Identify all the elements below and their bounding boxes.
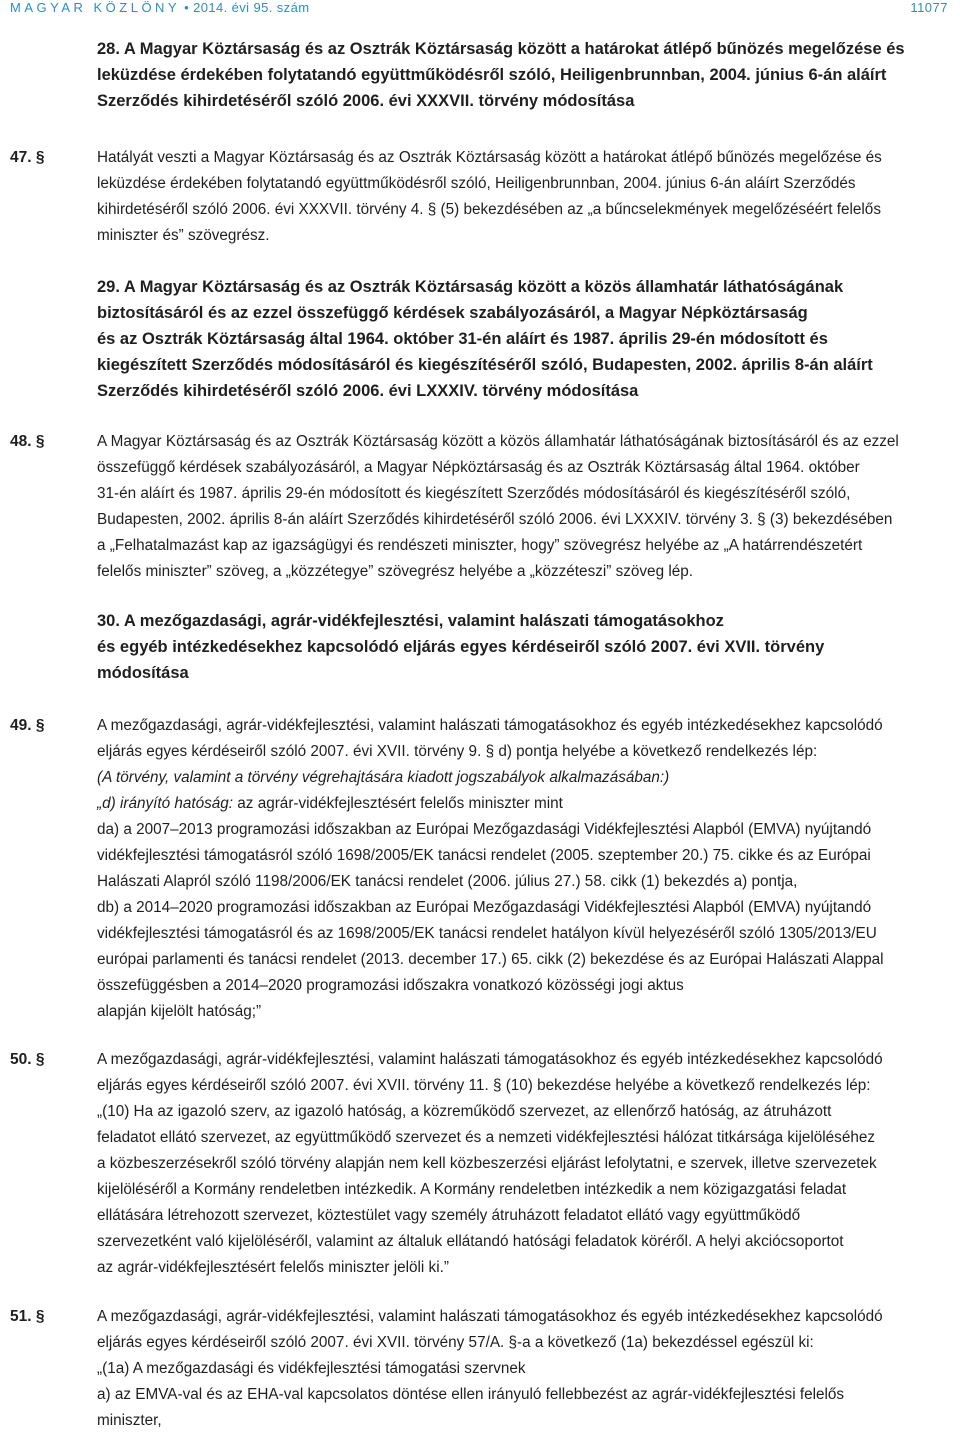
text-line: feladatot ellátó szervezet, az együttműködő szervezet és a nemzeti vidékfejlesztési hálózat titkársága kijelöléséhez <box>97 1129 875 1146</box>
heading-line: Szerződés kihirdetéséről szóló 2006. évi LXXXIV. törvény módosítása <box>97 382 639 400</box>
page-header <box>10 0 948 20</box>
text-line: a „Felhatalmazást kap az igazságügyi és rendészeti miniszter, hogy” szövegrész helyébe az „A határrendészetért <box>97 537 863 554</box>
definition-text: az agrár-vidékfejlesztésért felelős miniszter mint <box>233 795 563 812</box>
definition-term: „d) irányító hatóság: <box>97 795 234 812</box>
text-line: leküzdése érdekében folytatandó együttműködésről szóló, Heiligenbrunnban, 2004. június 6-án aláírt Szerződés <box>97 175 856 192</box>
text-line: vidékfejlesztési támogatásról és az 1698/2005/EK tanácsi rendelet hatályon kívül helyezéséről szóló 1305/2013/EU <box>97 925 877 942</box>
heading-line: 29. A Magyar Köztársaság és az Osztrák Köztársaság között a közös államhatár láthatóságának <box>97 278 844 296</box>
text-line: szervezetként való kijelöléséről, valamint az általuk ellátandó hatósági feladatok köréről. A helyi akciócsoportot <box>97 1233 844 1250</box>
heading-line: Szerződés kihirdetéséről szóló 2006. évi XXXVII. törvény módosítása <box>97 92 635 110</box>
text-line: kijelöléséről a Kormány rendeletben intézkedik. A Kormány rendeletben intézkedik a nem közigazgatási feladat <box>97 1181 847 1198</box>
heading-line: és egyéb intézkedésekhez kapcsolódó eljárás egyes kérdéseiről szóló 2007. évi XVII. törvény <box>97 638 825 656</box>
text-line: kihirdetéséről szóló 2006. évi XXXVII. törvény 4. § (5) bekezdésében az „a bűncselekmények megelőzéséért felelős <box>97 201 881 218</box>
section-number: 51. § <box>10 1308 45 1325</box>
section-text <box>97 713 947 1025</box>
heading-line: kiegészített Szerződés módosításáról és kiegészítéséről szóló, Budapesten, 2002. április 8-án aláírt <box>97 356 873 374</box>
definition-line <box>97 791 947 817</box>
text-line: eljárás egyes kérdéseiről szóló 2007. évi XVII. törvény 57/A. §-a a következő (1a) bekezdéssel egészül ki: <box>97 1334 814 1351</box>
heading-line: és az Osztrák Köztársaság által 1964. október 31-én aláírt és 1987. április 29-én módosított és <box>97 330 828 348</box>
section-text <box>97 1047 947 1281</box>
text-line: vidékfejlesztési támogatásról szóló 1698/2005/EK tanácsi rendelet (2005. szeptember 20.) 75. cikke és az Európai <box>97 847 871 864</box>
text-line: eljárás egyes kérdéseiről szóló 2007. évi XVII. törvény 9. § d) pontja helyébe a következő rendelkezés lép: <box>97 743 818 760</box>
text-line: európai parlamenti és tanácsi rendelet (2013. december 17.) 65. cikk (2) bekezdése és az Európai Halászati Alappal <box>97 951 884 968</box>
text-line: ellátására létrehozott szervezet, köztestület vagy személy átruházott feladatot ellátó vagy együttműködő <box>97 1207 801 1224</box>
text-line: Budapesten, 2002. április 8-án aláírt Szerződés kihirdetéséről szóló 2006. évi LXXXIV. törvény 3. § (3) bekezdésében <box>97 511 893 528</box>
text-line: „(1a) A mezőgazdasági és vidékfejlesztési támogatási szervnek <box>97 1360 526 1377</box>
header-journal-info: MAGYAR KÖZLÖNY • 2014. évi 95. szám <box>10 0 310 15</box>
text-line: Halászati Alapról szóló 1198/2006/EK tanácsi rendelet (2006. július 27.) 58. cikk (1) bekezdés a) pontja, <box>97 873 798 890</box>
section-number: 48. § <box>10 433 45 450</box>
issue-number: 2014. évi 95. szám <box>193 0 310 15</box>
section-number: 49. § <box>10 717 45 734</box>
heading-line: 30. A mezőgazdasági, agrár-vidékfejlesztési, valamint halászati támogatásokhoz <box>97 612 724 630</box>
section-text <box>97 429 947 585</box>
heading-29 <box>97 274 917 404</box>
section-text <box>97 145 947 249</box>
text-line: miniszter és” szövegrész. <box>97 227 270 244</box>
text-line: eljárás egyes kérdéseiről szóló 2007. évi XVII. törvény 11. § (10) bekezdése helyébe a következő rendelkezés lép: <box>97 1077 871 1094</box>
text-line: összefüggésben a 2014–2020 programozási időszakra vonatkozó közösségi jogi aktus <box>97 977 684 994</box>
text-line: a) az EMVA-val és az EHA-val kapcsolatos döntése ellen irányuló fellebbezést az agrár-vidékfejlesztési felelős <box>97 1386 845 1403</box>
heading-line: 28. A Magyar Köztársaság és az Osztrák Köztársaság között a határokat átlépő bűnözés megelőzése és <box>97 40 905 58</box>
text-line: felelős miniszter” szöveg, a „közzétegye” szövegrész helyébe a „közzéteszi” szöveg lép. <box>97 563 693 580</box>
heading-28 <box>97 36 917 114</box>
text-line: A mezőgazdasági, agrár-vidékfejlesztési, valamint halászati támogatásokhoz és egyéb intézkedésekhez kapcsolódó <box>97 1051 883 1068</box>
text-line: alapján kijelölt hatóság;” <box>97 1003 262 1020</box>
text-line: 31-én aláírt és 1987. április 29-én módosított és kiegészített Szerződés módosításáról és kiegészítéséről szóló, <box>97 485 851 502</box>
section-text <box>97 1304 947 1434</box>
heading-line: módosítása <box>97 664 189 682</box>
text-line: az agrár-vidékfejlesztésért felelős miniszter jelöli ki.” <box>97 1259 449 1276</box>
text-line: miniszter, <box>97 1412 162 1429</box>
text-line: a közbeszerzésekről szóló törvény alapján nem kell közbeszerzési eljárást lefolytatni, e szervek, illetve szervezetek <box>97 1155 877 1172</box>
text-line: da) a 2007–2013 programozási időszakban az Európai Mezőgazdasági Vidékfejlesztési Alapból (EMVA) nyújtandó <box>97 821 872 838</box>
section-number: 50. § <box>10 1051 45 1068</box>
italic-text-line: (A törvény, valamint a törvény végrehajtására kiadott jogszabályok alkalmazásában:) <box>97 769 670 786</box>
journal-title: MAGYAR KÖZLÖNY <box>10 0 181 15</box>
text-line: A Magyar Köztársaság és az Osztrák Köztársaság között a közös államhatár láthatóságának biztosításáról és az ezzel <box>97 433 899 450</box>
heading-line: biztosításáról és az ezzel összefüggő kérdések szabályozásáról, a Magyar Népköztársaság <box>97 304 808 322</box>
text-line: összefüggő kérdések szabályozásáról, a Magyar Népköztársaság és az Osztrák Köztársaság által 1964. október <box>97 459 860 476</box>
page-number: 11077 <box>910 0 948 15</box>
heading-line: leküzdése érdekében folytatandó együttműködésről szóló, Heiligenbrunnban, 2004. június 6-án aláírt <box>97 66 887 84</box>
text-line: A mezőgazdasági, agrár-vidékfejlesztési, valamint halászati támogatásokhoz és egyéb intézkedésekhez kapcsolódó <box>97 1308 883 1325</box>
text-line: „(10) Ha az igazoló szerv, az igazoló hatóság, a közreműködő szervezet, az ellenőrző hatóság, az átruházott <box>97 1103 832 1120</box>
text-line: A mezőgazdasági, agrár-vidékfejlesztési, valamint halászati támogatásokhoz és egyéb intézkedésekhez kapcsolódó <box>97 717 883 734</box>
text-line: db) a 2014–2020 programozási időszakban az Európai Mezőgazdasági Vidékfejlesztési Alapból (EMVA) nyújtandó <box>97 899 872 916</box>
section-number: 47. § <box>10 149 45 166</box>
text-line: Hatályát veszti a Magyar Köztársaság és az Osztrák Köztársaság között a határokat átlépő bűnözés megelőzése és <box>97 149 882 166</box>
heading-30 <box>97 608 917 686</box>
